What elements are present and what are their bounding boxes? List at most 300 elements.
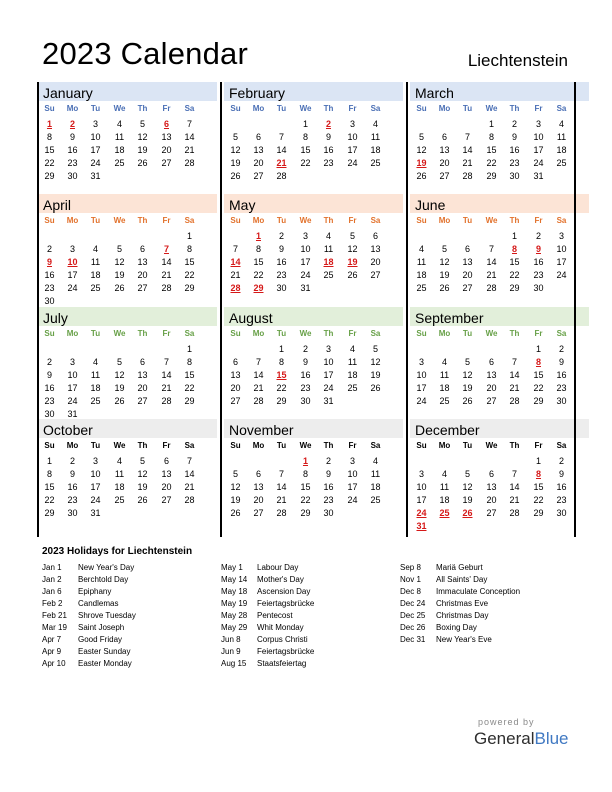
day-cell: 24 bbox=[323, 383, 334, 393]
holiday-item bbox=[400, 563, 575, 575]
holiday-name: Staatsfeiertag bbox=[257, 659, 307, 668]
day-cell: 23 bbox=[509, 158, 520, 168]
holiday-item bbox=[400, 575, 575, 587]
day-cell: 5 bbox=[232, 132, 238, 142]
day-cell: 12 bbox=[230, 145, 241, 155]
day-cell: 18 bbox=[416, 270, 427, 280]
holiday-day: 26 bbox=[462, 508, 473, 518]
day-cell: 11 bbox=[439, 482, 450, 492]
day-cell: 16 bbox=[556, 370, 567, 380]
month-header bbox=[38, 194, 217, 213]
holiday-day: 21 bbox=[276, 158, 287, 168]
day-cell: 25 bbox=[90, 283, 101, 293]
weekday-label: We bbox=[299, 329, 312, 338]
day-cell: 5 bbox=[418, 132, 424, 142]
holiday-item bbox=[221, 647, 396, 659]
weekday-label: We bbox=[485, 329, 498, 338]
day-cell: 1 bbox=[302, 119, 308, 129]
day-cell: 22 bbox=[44, 158, 55, 168]
day-cell: 27 bbox=[439, 171, 450, 181]
weekday-label: Sa bbox=[184, 104, 195, 113]
holiday-name: Whit Monday bbox=[257, 623, 304, 632]
weekday-label: Su bbox=[230, 216, 241, 225]
day-cell: 8 bbox=[186, 357, 192, 367]
holiday-name: Berchtold Day bbox=[78, 575, 129, 584]
day-cell: 24 bbox=[67, 396, 78, 406]
weekday-label: Th bbox=[323, 104, 334, 113]
day-cell: 29 bbox=[44, 508, 55, 518]
day-cell: 16 bbox=[509, 145, 520, 155]
weekday-label: We bbox=[299, 104, 312, 113]
day-cell: 27 bbox=[253, 171, 264, 181]
day-cell: 5 bbox=[372, 344, 378, 354]
day-cell: 20 bbox=[161, 482, 172, 492]
month-0 bbox=[38, 82, 217, 194]
day-cell: 26 bbox=[462, 396, 473, 406]
weekday-label: Sa bbox=[184, 329, 195, 338]
month-3 bbox=[38, 194, 217, 306]
day-cell: 26 bbox=[137, 158, 148, 168]
day-cell: 26 bbox=[137, 495, 148, 505]
day-cell: 28 bbox=[276, 508, 287, 518]
holiday-name: Easter Sunday bbox=[78, 647, 131, 656]
weekday-label: Fr bbox=[534, 216, 543, 225]
day-cell: 6 bbox=[372, 231, 378, 241]
day-cell: 24 bbox=[90, 158, 101, 168]
weekday-label: Su bbox=[416, 104, 427, 113]
day-cell: 10 bbox=[556, 244, 567, 254]
month-name: April bbox=[43, 197, 72, 213]
month-11 bbox=[410, 419, 589, 531]
day-cell: 10 bbox=[533, 132, 544, 142]
day-cell: 25 bbox=[323, 270, 334, 280]
day-cell: 23 bbox=[67, 495, 78, 505]
holiday-day: 9 bbox=[535, 244, 541, 254]
day-cell: 14 bbox=[486, 257, 497, 267]
weekday-label: Fr bbox=[534, 441, 543, 450]
holiday-day: 1 bbox=[46, 119, 52, 129]
holiday-day: 2 bbox=[69, 119, 75, 129]
weekday-label: Sa bbox=[370, 104, 381, 113]
day-cell: 11 bbox=[114, 469, 125, 479]
day-cell: 6 bbox=[441, 132, 447, 142]
day-cell: 2 bbox=[325, 456, 331, 466]
holiday-name: New Year's Day bbox=[78, 563, 135, 572]
day-cell: 27 bbox=[137, 283, 148, 293]
day-cell: 23 bbox=[67, 158, 78, 168]
day-cell: 5 bbox=[116, 357, 122, 367]
day-cell: 4 bbox=[441, 469, 447, 479]
day-cell: 29 bbox=[486, 171, 497, 181]
weekday-label: We bbox=[485, 104, 498, 113]
holiday-item bbox=[400, 599, 575, 611]
month-name: February bbox=[229, 85, 286, 101]
day-cell: 23 bbox=[276, 270, 287, 280]
day-cell: 16 bbox=[44, 270, 55, 280]
day-cell: 28 bbox=[509, 508, 520, 518]
holiday-date: May 1 bbox=[221, 563, 243, 572]
weekday-label: Tu bbox=[90, 441, 101, 450]
holiday-name: Feiertagsbrücke bbox=[257, 647, 315, 656]
day-cell: 9 bbox=[46, 370, 52, 380]
day-cell: 22 bbox=[300, 158, 311, 168]
weekday-label: We bbox=[299, 441, 312, 450]
holiday-day: 31 bbox=[416, 521, 427, 531]
day-cell: 2 bbox=[511, 119, 517, 129]
day-cell: 29 bbox=[44, 171, 55, 181]
weekday-label: We bbox=[113, 329, 126, 338]
day-cell: 7 bbox=[488, 244, 494, 254]
day-cell: 25 bbox=[90, 396, 101, 406]
day-cell: 2 bbox=[302, 344, 308, 354]
holiday-item bbox=[400, 587, 575, 599]
weekday-header bbox=[224, 441, 403, 453]
brand-logo[interactable] bbox=[474, 729, 569, 749]
holiday-day: 8 bbox=[535, 469, 541, 479]
day-cell: 7 bbox=[186, 456, 192, 466]
day-cell: 27 bbox=[486, 508, 497, 518]
weekday-label: We bbox=[113, 216, 126, 225]
weekday-label: Fr bbox=[534, 104, 543, 113]
holiday-name: Mother's Day bbox=[257, 575, 304, 584]
day-cell: 21 bbox=[509, 495, 520, 505]
day-cell: 7 bbox=[232, 244, 238, 254]
weekday-label: Th bbox=[323, 329, 334, 338]
day-cell: 10 bbox=[90, 469, 101, 479]
day-cell: 13 bbox=[161, 469, 172, 479]
day-cell: 30 bbox=[509, 171, 520, 181]
holiday-date: Jun 9 bbox=[221, 647, 241, 656]
day-cell: 14 bbox=[462, 145, 473, 155]
day-cell: 21 bbox=[253, 383, 264, 393]
column-divider bbox=[574, 82, 576, 537]
holiday-day: 10 bbox=[67, 257, 78, 267]
column-divider bbox=[406, 82, 408, 537]
day-cell: 9 bbox=[558, 357, 564, 367]
holiday-name: Ascension Day bbox=[257, 587, 311, 596]
weekday-label: Mo bbox=[66, 329, 79, 338]
holiday-item bbox=[42, 647, 217, 659]
holiday-item bbox=[400, 611, 575, 623]
calendar-grid bbox=[38, 82, 575, 537]
weekday-label: We bbox=[485, 441, 498, 450]
day-cell: 7 bbox=[464, 132, 470, 142]
day-cell: 22 bbox=[300, 495, 311, 505]
holiday-name: Corpus Christi bbox=[257, 635, 308, 644]
day-cell: 17 bbox=[300, 257, 311, 267]
holiday-date: Feb 2 bbox=[42, 599, 63, 608]
weekday-label: Su bbox=[416, 441, 427, 450]
month-name: July bbox=[43, 310, 68, 326]
day-cell: 20 bbox=[439, 158, 450, 168]
holiday-day: 19 bbox=[347, 257, 358, 267]
day-cell: 18 bbox=[114, 145, 125, 155]
day-cell: 21 bbox=[230, 270, 241, 280]
day-cell: 27 bbox=[486, 396, 497, 406]
weekday-label: Th bbox=[509, 104, 520, 113]
day-cell: 10 bbox=[323, 357, 334, 367]
day-cell: 13 bbox=[462, 257, 473, 267]
day-cell: 19 bbox=[114, 270, 125, 280]
day-cell: 19 bbox=[137, 145, 148, 155]
holiday-name: Pentecost bbox=[257, 611, 293, 620]
holiday-day: 15 bbox=[276, 370, 287, 380]
holiday-item bbox=[42, 611, 217, 623]
day-cell: 15 bbox=[184, 370, 195, 380]
day-cell: 20 bbox=[137, 383, 148, 393]
day-cell: 31 bbox=[67, 409, 78, 419]
weekday-label: Su bbox=[230, 104, 241, 113]
weekday-label: Th bbox=[509, 441, 520, 450]
day-cell: 28 bbox=[253, 396, 264, 406]
weekday-label: Sa bbox=[556, 441, 567, 450]
weekday-label: Su bbox=[44, 104, 55, 113]
day-cell: 24 bbox=[300, 270, 311, 280]
day-cell: 3 bbox=[92, 456, 98, 466]
day-cell: 30 bbox=[44, 296, 55, 306]
day-cell: 4 bbox=[92, 357, 98, 367]
weekday-label: Mo bbox=[252, 329, 265, 338]
day-cell: 17 bbox=[533, 145, 544, 155]
day-cell: 16 bbox=[44, 383, 55, 393]
day-cell: 4 bbox=[116, 456, 122, 466]
weekday-label: We bbox=[299, 216, 312, 225]
day-cell: 11 bbox=[556, 132, 567, 142]
holiday-day: 29 bbox=[253, 283, 264, 293]
day-cell: 30 bbox=[44, 409, 55, 419]
day-cell: 11 bbox=[114, 132, 125, 142]
day-cell: 18 bbox=[439, 495, 450, 505]
day-cell: 7 bbox=[278, 132, 284, 142]
day-cell: 5 bbox=[139, 456, 145, 466]
day-cell: 12 bbox=[439, 257, 450, 267]
day-cell: 10 bbox=[416, 370, 427, 380]
day-cell: 25 bbox=[114, 495, 125, 505]
day-cell: 12 bbox=[114, 257, 125, 267]
day-cell: 23 bbox=[323, 495, 334, 505]
day-cell: 12 bbox=[347, 244, 358, 254]
day-cell: 13 bbox=[230, 370, 241, 380]
holiday-day: 1 bbox=[255, 231, 261, 241]
month-header bbox=[224, 194, 403, 213]
day-cell: 7 bbox=[163, 357, 169, 367]
holiday-date: Dec 31 bbox=[400, 635, 426, 644]
day-cell: 26 bbox=[114, 283, 125, 293]
day-cell: 4 bbox=[372, 119, 378, 129]
day-cell: 31 bbox=[90, 508, 101, 518]
day-cell: 22 bbox=[509, 270, 520, 280]
month-header bbox=[410, 194, 589, 213]
day-cell: 4 bbox=[441, 357, 447, 367]
month-header bbox=[38, 82, 217, 101]
day-cell: 25 bbox=[556, 158, 567, 168]
month-header bbox=[38, 419, 217, 438]
day-cell: 11 bbox=[90, 370, 101, 380]
holiday-name: Shrove Tuesday bbox=[78, 611, 136, 620]
day-cell: 3 bbox=[325, 344, 331, 354]
day-cell: 23 bbox=[44, 283, 55, 293]
day-cell: 26 bbox=[370, 383, 381, 393]
day-cell: 11 bbox=[439, 370, 450, 380]
day-cell: 31 bbox=[533, 171, 544, 181]
day-cell: 15 bbox=[300, 145, 311, 155]
day-cell: 18 bbox=[90, 383, 101, 393]
weekday-label: Sa bbox=[556, 329, 567, 338]
holiday-date: Dec 24 bbox=[400, 599, 426, 608]
month-2 bbox=[410, 82, 589, 194]
day-cell: 4 bbox=[116, 119, 122, 129]
day-cell: 4 bbox=[349, 344, 355, 354]
month-header bbox=[410, 419, 589, 438]
day-cell: 31 bbox=[300, 283, 311, 293]
month-name: November bbox=[229, 422, 294, 438]
day-cell: 30 bbox=[556, 508, 567, 518]
weekday-label: Tu bbox=[276, 216, 287, 225]
day-cell: 3 bbox=[69, 244, 75, 254]
holiday-date: May 28 bbox=[221, 611, 248, 620]
day-cell: 6 bbox=[139, 357, 145, 367]
day-cell: 31 bbox=[323, 396, 334, 406]
month-header bbox=[224, 82, 403, 101]
month-name: October bbox=[43, 422, 93, 438]
day-cell: 1 bbox=[186, 231, 192, 241]
weekday-label: Th bbox=[137, 441, 148, 450]
weekday-label: Tu bbox=[462, 441, 473, 450]
holiday-day: 24 bbox=[416, 508, 427, 518]
day-cell: 24 bbox=[347, 158, 358, 168]
holiday-name: Easter Monday bbox=[78, 659, 132, 668]
month-4 bbox=[224, 194, 403, 306]
holiday-item bbox=[221, 659, 396, 671]
weekday-label: Sa bbox=[184, 441, 195, 450]
day-cell: 8 bbox=[488, 132, 494, 142]
day-cell: 9 bbox=[69, 469, 75, 479]
day-cell: 29 bbox=[533, 396, 544, 406]
holiday-item bbox=[221, 623, 396, 635]
weekday-label: Fr bbox=[348, 104, 357, 113]
day-cell: 20 bbox=[161, 145, 172, 155]
day-cell: 25 bbox=[370, 495, 381, 505]
holiday-date: Feb 21 bbox=[42, 611, 67, 620]
month-header bbox=[410, 307, 589, 326]
day-cell: 5 bbox=[232, 469, 238, 479]
holiday-day: 28 bbox=[230, 283, 241, 293]
day-cell: 20 bbox=[462, 270, 473, 280]
weekday-label: Mo bbox=[252, 216, 265, 225]
day-cell: 21 bbox=[161, 270, 172, 280]
day-cell: 27 bbox=[370, 270, 381, 280]
day-cell: 6 bbox=[232, 357, 238, 367]
holiday-day: 8 bbox=[511, 244, 517, 254]
day-cell: 23 bbox=[556, 383, 567, 393]
holiday-date: Mar 19 bbox=[42, 623, 67, 632]
holiday-date: Dec 25 bbox=[400, 611, 426, 620]
day-cell: 6 bbox=[163, 456, 169, 466]
day-cell: 13 bbox=[137, 257, 148, 267]
day-cell: 31 bbox=[90, 171, 101, 181]
day-cell: 6 bbox=[488, 357, 494, 367]
day-cell: 14 bbox=[161, 257, 172, 267]
day-cell: 15 bbox=[184, 257, 195, 267]
holiday-item bbox=[221, 563, 396, 575]
day-cell: 30 bbox=[67, 171, 78, 181]
holiday-item bbox=[42, 575, 217, 587]
day-cell: 19 bbox=[462, 495, 473, 505]
day-cell: 18 bbox=[370, 482, 381, 492]
weekday-label: Fr bbox=[348, 329, 357, 338]
day-cell: 8 bbox=[186, 244, 192, 254]
day-cell: 28 bbox=[184, 495, 195, 505]
month-10 bbox=[224, 419, 403, 531]
day-cell: 10 bbox=[67, 370, 78, 380]
day-cell: 15 bbox=[300, 482, 311, 492]
weekday-label: Fr bbox=[162, 329, 171, 338]
day-cell: 26 bbox=[439, 283, 450, 293]
day-cell: 30 bbox=[67, 508, 78, 518]
day-cell: 20 bbox=[253, 158, 264, 168]
day-cell: 27 bbox=[462, 283, 473, 293]
day-cell: 15 bbox=[44, 145, 55, 155]
month-header bbox=[224, 419, 403, 438]
day-cell: 26 bbox=[347, 270, 358, 280]
day-cell: 29 bbox=[184, 283, 195, 293]
day-cell: 15 bbox=[44, 482, 55, 492]
weekday-label: Mo bbox=[252, 104, 265, 113]
day-cell: 17 bbox=[67, 383, 78, 393]
day-cell: 28 bbox=[184, 158, 195, 168]
day-cell: 21 bbox=[509, 383, 520, 393]
day-cell: 18 bbox=[90, 270, 101, 280]
day-cell: 19 bbox=[462, 383, 473, 393]
day-cell: 20 bbox=[230, 383, 241, 393]
day-cell: 6 bbox=[488, 469, 494, 479]
day-cell: 17 bbox=[416, 495, 427, 505]
day-cell: 24 bbox=[67, 283, 78, 293]
holiday-date: May 29 bbox=[221, 623, 248, 632]
day-cell: 23 bbox=[533, 270, 544, 280]
weekday-header bbox=[410, 216, 589, 228]
day-cell: 2 bbox=[535, 231, 541, 241]
day-cell: 1 bbox=[186, 344, 192, 354]
day-cell: 11 bbox=[323, 244, 334, 254]
day-cell: 13 bbox=[253, 482, 264, 492]
day-cell: 16 bbox=[533, 257, 544, 267]
day-cell: 22 bbox=[533, 383, 544, 393]
day-cell: 21 bbox=[161, 383, 172, 393]
weekday-label: We bbox=[113, 104, 126, 113]
day-cell: 20 bbox=[370, 257, 381, 267]
weekday-label: Su bbox=[230, 441, 241, 450]
day-cell: 25 bbox=[114, 158, 125, 168]
day-cell: 8 bbox=[255, 244, 261, 254]
day-cell: 19 bbox=[137, 482, 148, 492]
weekday-label: Mo bbox=[438, 216, 451, 225]
day-cell: 14 bbox=[509, 370, 520, 380]
day-cell: 30 bbox=[556, 396, 567, 406]
holiday-item bbox=[221, 611, 396, 623]
holiday-item bbox=[221, 635, 396, 647]
day-cell: 10 bbox=[90, 132, 101, 142]
weekday-label: Th bbox=[137, 216, 148, 225]
weekday-header bbox=[38, 104, 217, 116]
weekday-label: Su bbox=[230, 329, 241, 338]
weekday-label: Fr bbox=[162, 216, 171, 225]
holiday-name: Labour Day bbox=[257, 563, 299, 572]
holiday-item bbox=[42, 587, 217, 599]
day-cell: 29 bbox=[533, 508, 544, 518]
day-cell: 18 bbox=[347, 370, 358, 380]
day-cell: 10 bbox=[347, 132, 358, 142]
